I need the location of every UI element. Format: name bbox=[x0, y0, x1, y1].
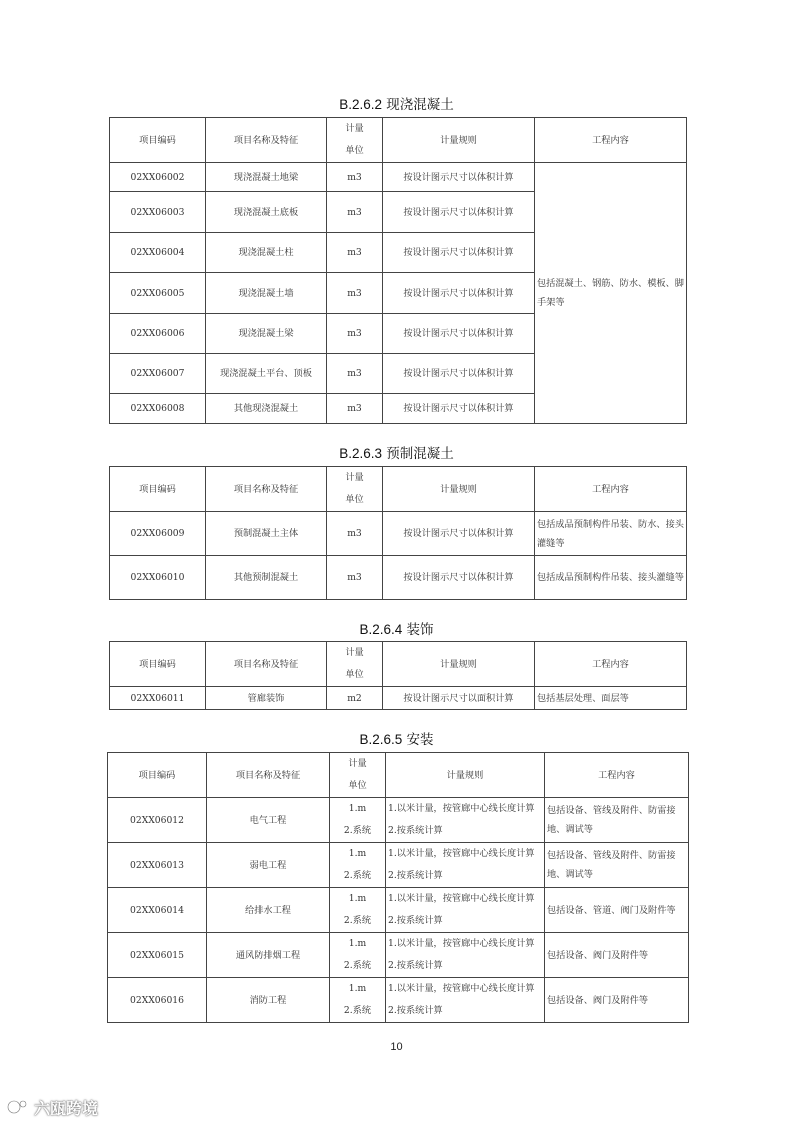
table-header-row: 项目编码 项目名称及特征 计量 单位 计量规则 工程内容 bbox=[108, 753, 689, 798]
watermark bbox=[6, 1096, 98, 1118]
table-row: 02XX06005 现浇混凝土墙 m3 按设计图示尺寸以体积计算 bbox=[110, 273, 687, 314]
table-installation bbox=[107, 752, 689, 1023]
watermark-logo-icon bbox=[6, 1098, 30, 1116]
table-row: 02XX06004 现浇混凝土柱 m3 按设计图示尺寸以体积计算 bbox=[110, 233, 687, 273]
table-row: 02XX06014 给排水工程 1.m 2.系统 1.以米计量，按管廊中心线长度计算 2.按系统计算 包括设备、管道、阀门及附件等 bbox=[108, 888, 689, 933]
table-header-row bbox=[110, 118, 687, 163]
table-row: 02XX06009 预制混凝土主体 m3 按设计图示尺寸以体积计算 包括成品预制构件吊装、防水、接头灌缝等 bbox=[110, 512, 687, 556]
header-rule: 计量规则 bbox=[383, 118, 535, 163]
table-cast-concrete bbox=[109, 117, 687, 424]
table-row: 02XX06016 消防工程 1.m 2.系统 1.以米计量，按管廊中心线长度计算 2.按系统计算 包括设备、阀门及附件等 bbox=[108, 978, 689, 1023]
table-row: 02XX06015 通风防排烟工程 1.m 2.系统 1.以米计量，按管廊中心线长度计算 2.按系统计算 包括设备、阀门及附件等 bbox=[108, 933, 689, 978]
table-header-row: 项目编码 项目名称及特征 计量 单位 计量规则 工程内容 bbox=[110, 467, 687, 512]
table-row: 02XX06008 其他现浇混凝土 m3 按设计图示尺寸以体积计算 bbox=[110, 394, 687, 424]
table-row: 02XX06007 现浇混凝土平台、顶板 m3 按设计图示尺寸以体积计算 bbox=[110, 354, 687, 394]
section-title-b265: B.2.6.5 安装 bbox=[359, 732, 434, 748]
section-title-b263: B.2.6.3 预制混凝土 bbox=[339, 446, 454, 462]
header-content: 工程内容 bbox=[535, 118, 687, 163]
table-precast-concrete bbox=[109, 466, 687, 600]
table-row: 02XX06003 现浇混凝土底板 m3 按设计图示尺寸以体积计算 bbox=[110, 192, 687, 233]
header-code: 项目编码 bbox=[110, 118, 206, 163]
section-title-b262: B.2.6.2 现浇混凝土 bbox=[339, 97, 454, 113]
section-title-b264: B.2.6.4 装饰 bbox=[359, 622, 434, 638]
table-row: 02XX06012 电气工程 1.m 2.系统 1.以米计量，按管廊中心线长度计算 2.按系统计算 包括设备、管线及附件、防雷接地、调试等 bbox=[108, 798, 689, 843]
table-row: 02XX06006 现浇混凝土梁 m3 按设计图示尺寸以体积计算 bbox=[110, 314, 687, 354]
header-unit: 计量 单位 bbox=[327, 118, 383, 163]
page-number: 10 bbox=[390, 1041, 403, 1053]
table-decoration bbox=[109, 641, 687, 710]
table-row: 02XX06011 管廊装饰 m2 按设计图示尺寸以面积计算 包括基层处理、面层等 bbox=[110, 687, 687, 710]
merged-content-cell: 包括混凝土、钢筋、防水、模板、脚手架等 bbox=[535, 163, 687, 424]
watermark-text: 六瓯跨境 bbox=[34, 1098, 99, 1118]
table-row: 02XX06002 现浇混凝土地梁 m3 按设计图示尺寸以体积计算 包括混凝土、钢筋、防水、模板、脚手架等 bbox=[110, 163, 687, 192]
table-header-row: 项目编码 项目名称及特征 计量 单位 计量规则 工程内容 bbox=[110, 642, 687, 687]
header-name: 项目名称及特征 bbox=[206, 118, 327, 163]
table-row: 02XX06013 弱电工程 1.m 2.系统 1.以米计量，按管廊中心线长度计算 2.按系统计算 包括设备、管线及附件、防雷接地、调试等 bbox=[108, 843, 689, 888]
table-row: 02XX06010 其他预制混凝土 m3 按设计图示尺寸以体积计算 包括成品预制构件吊装、接头灌缝等 bbox=[110, 556, 687, 600]
